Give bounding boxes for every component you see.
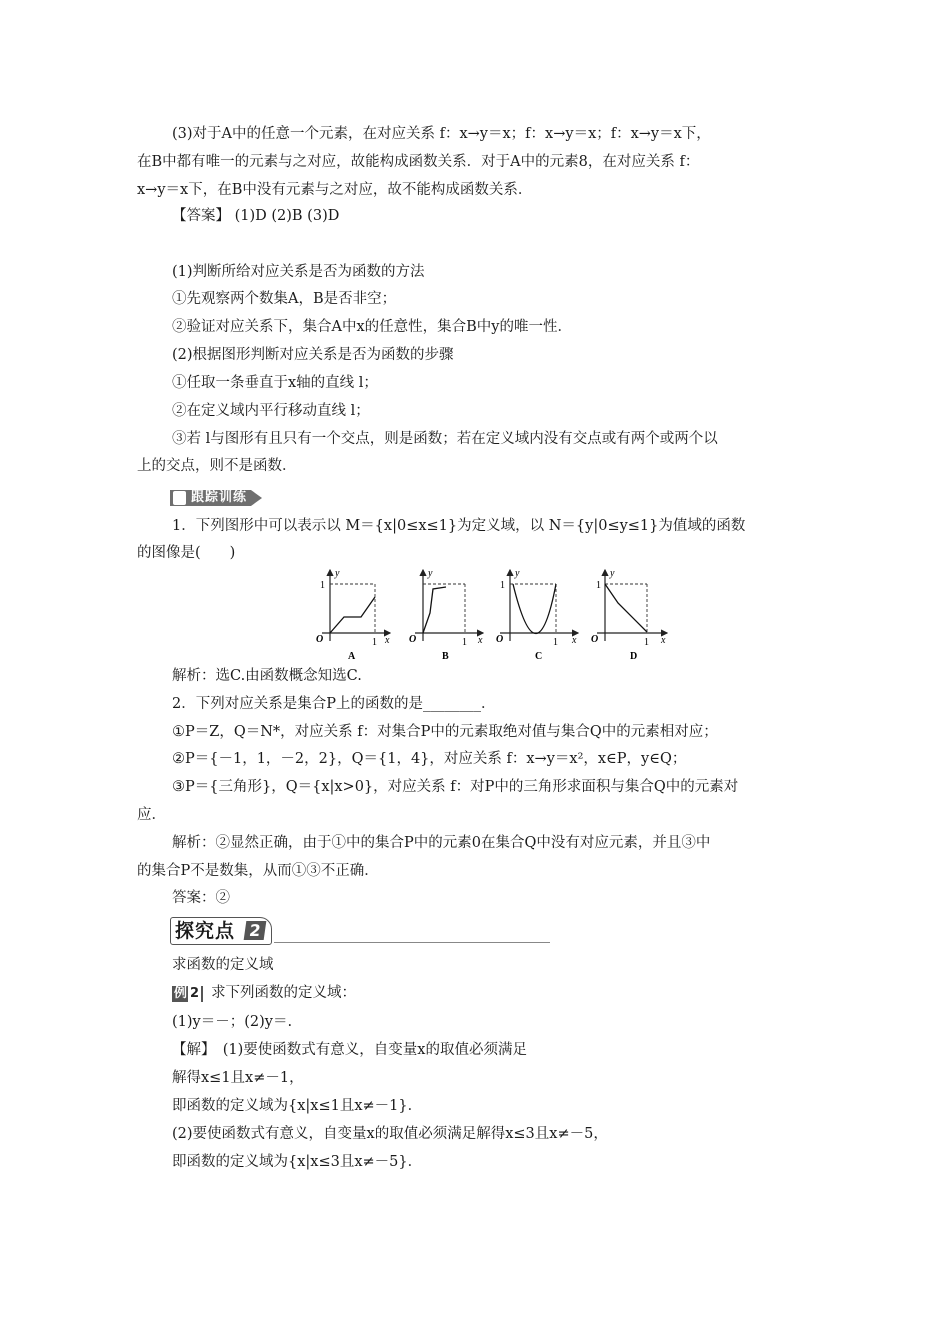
functions-line: (1)y＝－；(2)y＝. bbox=[172, 1014, 293, 1030]
svg-text:x: x bbox=[572, 635, 577, 646]
svg-text:1: 1 bbox=[462, 637, 467, 648]
text-line: ②在定义域内平行移动直线 l； bbox=[172, 403, 370, 419]
graph-b bbox=[409, 568, 483, 662]
svg-text:O: O bbox=[409, 634, 417, 645]
svg-text:1: 1 bbox=[372, 637, 377, 648]
svg-text:O: O bbox=[496, 634, 504, 645]
text-line: ②验证对应关系下，集合A中x的任意性，集合B中y的唯一性． bbox=[172, 319, 572, 335]
question-1-line: 的图像是( ) bbox=[137, 545, 236, 561]
question-1-line: 1．下列图形中可以表示以 M＝{x|0≤x≤1}为定义域，以 N＝{y|0≤y≤1}为值域的函数 bbox=[172, 518, 746, 534]
svg-text:y: y bbox=[335, 568, 340, 579]
svg-text:1: 1 bbox=[644, 637, 649, 648]
text-line: ③若 l与图形有且只有一个交点，则是函数；若在定义域内没有交点或有两个或两个以 bbox=[172, 431, 718, 447]
text-line: 上的交点，则不是函数． bbox=[137, 458, 297, 474]
svg-text:1: 1 bbox=[320, 580, 325, 591]
question-2-line: 2．下列对应关系是集合P上的函数的是________． bbox=[172, 696, 496, 712]
svg-text:y: y bbox=[428, 568, 433, 579]
svg-text:x: x bbox=[385, 635, 390, 646]
svg-text:O: O bbox=[316, 634, 324, 645]
topic-title: 求函数的定义域 bbox=[172, 957, 274, 973]
svg-text:1: 1 bbox=[553, 637, 558, 648]
example-2-line: 例 2 求下列函数的定义域： bbox=[174, 985, 357, 1001]
option-line: ③P＝{三角形}，Q＝{x|x>0}，对应关系 f：对P中的三角形求面积与集合Q中的元素对 bbox=[172, 779, 739, 795]
tracking-practice-badge: 跟踪训练 bbox=[170, 489, 270, 507]
section-rule bbox=[274, 942, 550, 943]
method-heading: (1)判断所给对应关系是否为函数的方法 bbox=[172, 264, 425, 280]
svg-text:y: y bbox=[515, 568, 520, 579]
graph-d-label: D bbox=[630, 651, 638, 662]
solution-line: 【解】 (1)要使函数式有意义，自变量x的取值必须满足 bbox=[172, 1042, 527, 1058]
answer-line: 答案：② bbox=[172, 890, 230, 906]
svg-text:x: x bbox=[478, 635, 483, 646]
option-line: ①P＝Z，Q＝N*，对应关系 f：对集合P中的元素取绝对值与集合Q中的元素相对应； bbox=[172, 724, 718, 740]
option-line: 应． bbox=[137, 807, 166, 823]
solution-line: 的集合P不是数集，从而①③不正确． bbox=[137, 863, 379, 879]
section-title: 探究点 bbox=[175, 920, 236, 942]
graph-c bbox=[496, 568, 578, 662]
svg-text:y: y bbox=[610, 568, 615, 579]
solution-line: 即函数的定义域为{x|x≤3且x≠－5}． bbox=[172, 1154, 423, 1170]
graph-d bbox=[591, 568, 667, 662]
text-line: (3)对于A中的任意一个元素，在对应关系 f：x→y＝x；f：x→y＝x；f：x→y＝x下， bbox=[172, 126, 711, 142]
solution-line: (2)要使函数式有意义，自变量x的取值必须满足解得x≤3且x≠－5， bbox=[172, 1126, 608, 1142]
section-header bbox=[170, 917, 550, 947]
solution-line: 解析：选C.由函数概念知选C. bbox=[172, 668, 362, 684]
option-line: ②P＝{－1，1，－2，2}，Q＝{1，4}，对应关系 f：x→y＝x²，x∈P，y∈Q； bbox=[172, 751, 687, 767]
text-line: x→y＝x下，在B中没有元素与之对应，故不能构成函数关系． bbox=[137, 182, 533, 198]
section-number: 2 bbox=[244, 921, 267, 940]
svg-text:1: 1 bbox=[500, 580, 505, 591]
pencil-note-icon bbox=[173, 491, 186, 505]
solution-line: 即函数的定义域为{x|x≤1且x≠－1}． bbox=[172, 1098, 423, 1114]
graph-b-label: B bbox=[442, 651, 449, 662]
graph-a bbox=[316, 568, 390, 662]
graph-c-label: C bbox=[535, 651, 543, 662]
svg-text:1: 1 bbox=[596, 580, 601, 591]
svg-text:O: O bbox=[591, 634, 599, 645]
function-graphs-figure bbox=[300, 565, 680, 663]
solution-line: 解析：②显然正确，由于①中的集合P中的元素0在集合Q中没有对应元素，并且③中 bbox=[172, 835, 711, 851]
method-heading: (2)根据图形判断对应关系是否为函数的步骤 bbox=[172, 347, 454, 363]
answer-line: 【答案】 (1)D (2)B (3)D bbox=[172, 208, 340, 224]
text-line: ①任取一条垂直于x轴的直线 l； bbox=[172, 375, 378, 391]
example-tag: 例 2 bbox=[172, 986, 203, 1002]
solution-line: 解得x≤1且x≠－1， bbox=[172, 1070, 304, 1086]
svg-text:x: x bbox=[661, 635, 666, 646]
text-line: 在B中都有唯一的元素与之对应，故能构成函数关系．对于A中的元素8，在对应关系 f： bbox=[137, 154, 700, 170]
graph-a-label: A bbox=[348, 651, 356, 662]
text-line: ①先观察两个数集A，B是否非空； bbox=[172, 291, 397, 307]
